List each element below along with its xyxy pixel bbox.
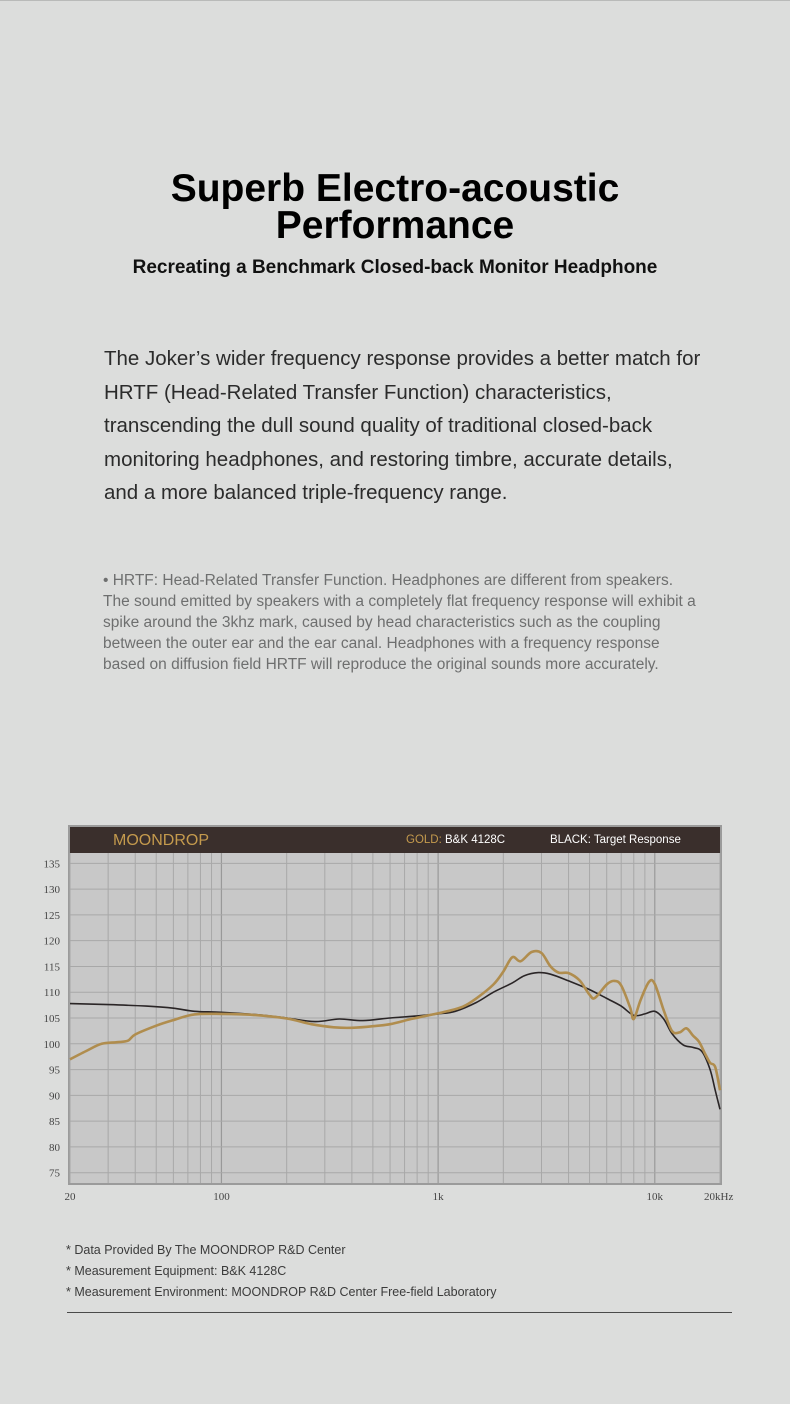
x-tick-label: 20kHz (704, 1191, 734, 1203)
y-tick-label: 100 (43, 1038, 60, 1051)
y-tick-label: 115 (43, 961, 60, 974)
y-tick-label: 120 (43, 935, 60, 948)
y-tick-label: 80 (49, 1141, 60, 1154)
y-tick-label: 125 (43, 909, 60, 922)
legend-gold: GOLD: B&K 4128C (406, 834, 506, 846)
intro-paragraph: The Joker’s wider frequency response provides a better match for HRTF (Head-Related Transfer Function) characteristics, transcending the dull sound quality of traditional closed-back monitoring headphones, and restoring timbre, accurate details, and a more balanced triple-frequency range. (104, 347, 701, 504)
footnote-environment: * Measurement Environment: MOONDROP R&D Center Free-field Laboratory (66, 1285, 497, 1299)
title-line-1: Superb Electro-acoustic (170, 167, 620, 210)
x-tick-label: 10k (646, 1191, 664, 1203)
chart-brand-label: MOONDROP (113, 832, 209, 849)
y-tick-label: 95 (49, 1064, 60, 1077)
frequency-response-chart (40, 820, 760, 1210)
page-subtitle: Recreating a Benchmark Closed-back Monitor Headphone (132, 257, 658, 278)
hrtf-note: • HRTF: Head-Related Transfer Function. Headphones are different from speakers. The sound emitted by speakers with a completely flat frequency response will exhibit a spike around the 3khz mark, caused by head characteristics such as the coupling between the outer ear and the ear canal. Headphones with a frequency response based on diffusion field HRTF will reproduce the original sounds more accurately. (103, 572, 696, 673)
footnotes (66, 1240, 746, 1303)
legend-black: BLACK: Target Response (550, 834, 681, 846)
y-tick-label: 130 (43, 884, 60, 897)
x-tick-label: 1k (432, 1191, 444, 1203)
y-tick-label: 90 (49, 1090, 60, 1103)
top-divider (0, 0, 790, 1)
title-line-2: Performance (275, 204, 515, 247)
footnote-data-source: * Data Provided By The MOONDROP R&D Center (66, 1243, 346, 1257)
x-tick-label: 100 (213, 1191, 230, 1203)
y-tick-label: 105 (43, 1013, 60, 1025)
frequency-response-svg (40, 820, 760, 1210)
x-tick-label: 20 (64, 1191, 76, 1203)
footnote-equipment: * Measurement Equipment: B&K 4128C (66, 1264, 287, 1278)
page-title (0, 167, 790, 247)
y-tick-label: 75 (49, 1167, 60, 1180)
y-tick-label: 110 (43, 987, 60, 1000)
y-tick-label: 135 (43, 858, 60, 871)
bottom-divider (67, 1312, 732, 1313)
y-tick-label: 85 (49, 1116, 60, 1129)
